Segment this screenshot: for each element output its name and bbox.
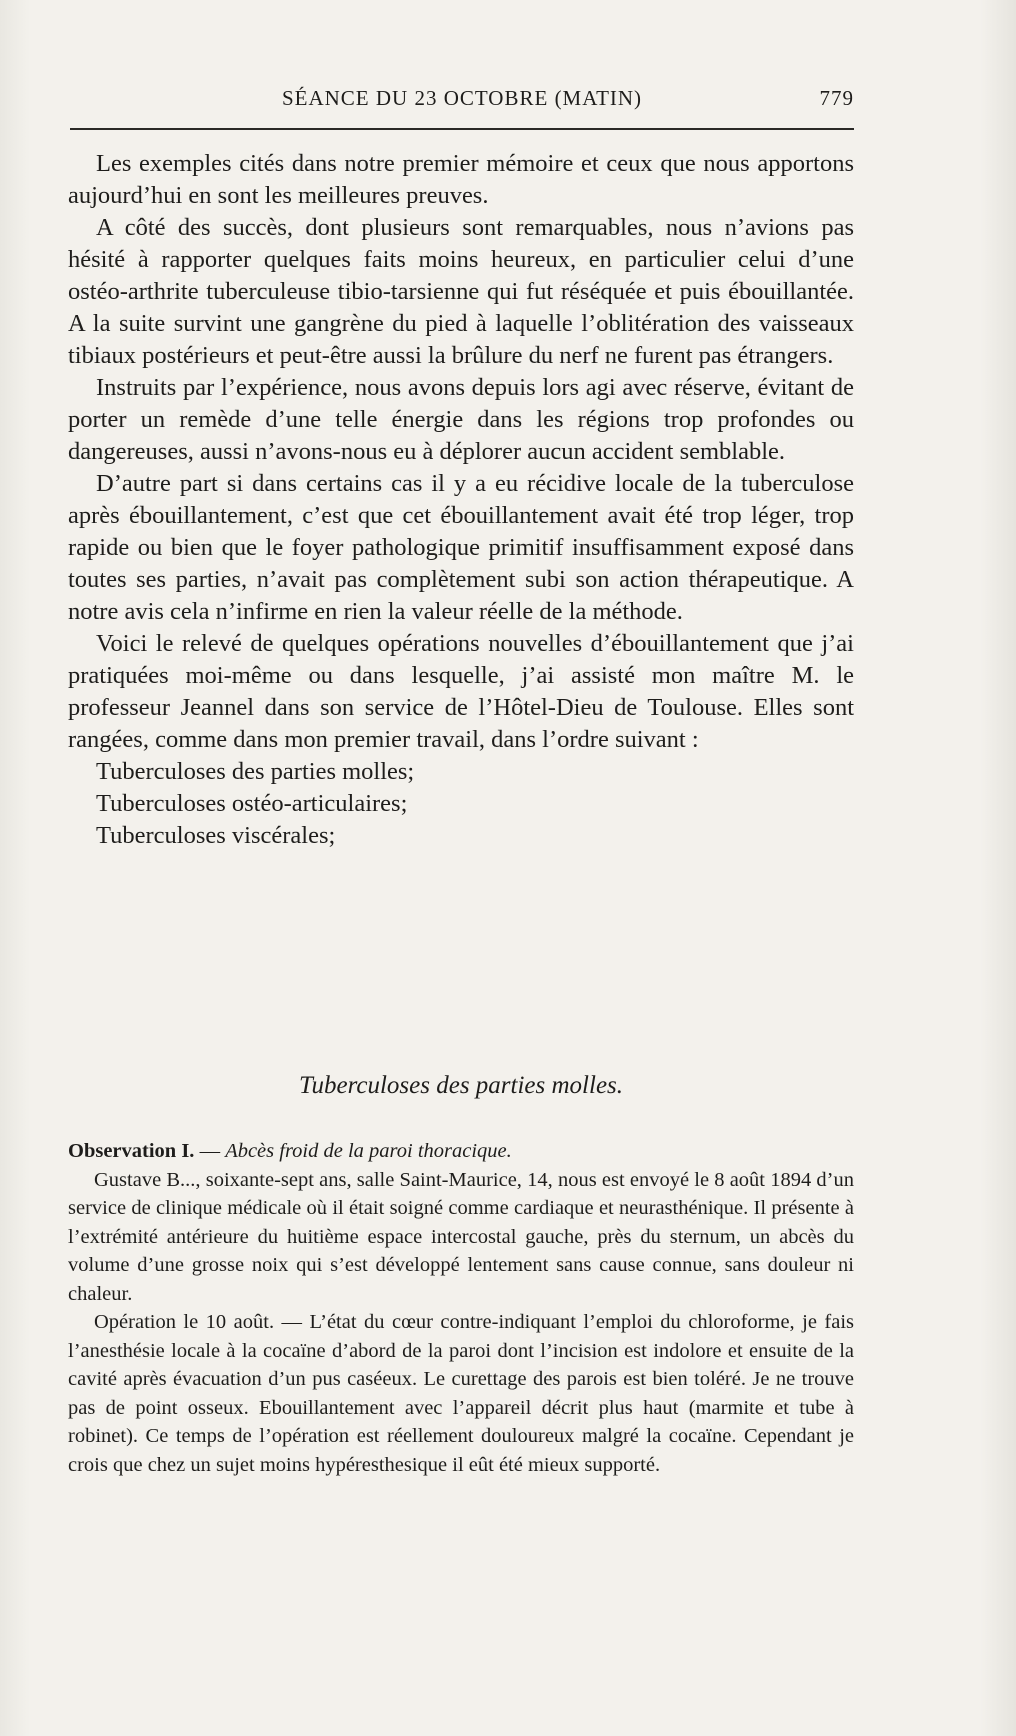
paragraph: Les exemples cités dans notre premier mémoire et ceux que nous apportons aujourd’hui en sont les meilleures preuves.: [68, 150, 854, 209]
section-heading: Tuberculoses des parties molles.: [298, 1072, 624, 1099]
paragraph: D’autre part si dans certains cas il y a eu récidive locale de la tuberculose après ébouillantement, c’est que cet ébouillantement avait été trop léger, trop rapide ou bien que le foyer pathologique primitif insuffisamment exposé dans toutes ses parties, n’avait pas complètement subi son action thérapeutique. A notre avis cela n’infirme en rien la valeur réelle de la méthode.: [68, 470, 854, 625]
running-title: SÉANCE DU 23 OCTOBRE (MATIN): [281, 86, 643, 110]
observation-label: Observation I.: [68, 1140, 195, 1162]
paragraph: A côté des succès, dont plusieurs sont remarquables, nous n’avions pas hésité à rapporter quelques faits moins heureux, en particulier celui d’une ostéo-arthrite tuberculeuse tibio-tarsienne qui fut réséquée et puis ébouillantée. A la suite survint une gangrène du pied à laquelle l’oblitération des vaisseaux tibiaux postérieurs et peut-être aussi la brûlure du nerf ne furent pas étrangers.: [68, 214, 854, 369]
list-item: Tuberculoses ostéo-articulaires;: [96, 790, 408, 817]
observation-heading: [68, 1137, 854, 1166]
page-number: 779: [819, 86, 854, 110]
paragraph: Voici le relevé de quelques opérations nouvelles d’ébouillantement que j’ai pratiquées moi-même ou dans lesquelle, j’ai assisté mon maître M. le professeur Jeannel dans son service de l’Hôtel-Dieu de Toulouse. Elles sont rangées, comme dans mon premier travail, dans l’ordre suivant :: [68, 630, 854, 753]
observation-title: Abcès froid de la paroi thoracique.: [225, 1140, 512, 1162]
observation-paragraph: Opération le 10 août. — L’état du cœur contre-indiquant l’emploi du chloroforme, je fais l’anesthésie locale à la cocaïne d’abord de la paroi dont l’incision est indolore et ensuite de la cavité après évacuation d’un pus caséeux. Le curettage des parois est bien toléré. Je ne trouve pas de point osseux. Ebouillantement avec l’appareil décrit plus haut (marmite et tube à robinet). Ce temps de l’opération est réellement douloureux malgré la cocaïne. Cependant je crois que chez un sujet moins hypéresthesique il eût été mieux supporté.: [68, 1311, 854, 1476]
running-header: [70, 86, 854, 120]
header-rule: [70, 128, 854, 130]
observation-block: [68, 1137, 854, 1479]
paragraph: Instruits par l’expérience, nous avons depuis lors agi avec réserve, évitant de porter un remède d’une telle énergie dans les régions trop profondes ou dangereuses, aussi n’avons-nous eu à déplorer aucun accident semblable.: [68, 374, 854, 465]
observation-paragraph: Gustave B..., soixante-sept ans, salle Saint-Maurice, 14, nous est envoyé le 8 août 1894 d’un service de clinique médicale où il était soigné comme cardiaque et neurasthénique. Il présente à l’extrémité antérieure du huitième espace intercostal gauche, près du sternum, un abcès du volume d’une grosse noix qui s’est développé lentement sans cause connue, sans douleur ni chaleur.: [68, 1168, 854, 1305]
list-item: Tuberculoses des parties molles;: [96, 758, 415, 785]
list-item: Tuberculoses viscérales;: [96, 822, 336, 849]
main-text: [68, 148, 854, 852]
observation-dash: —: [194, 1140, 226, 1162]
